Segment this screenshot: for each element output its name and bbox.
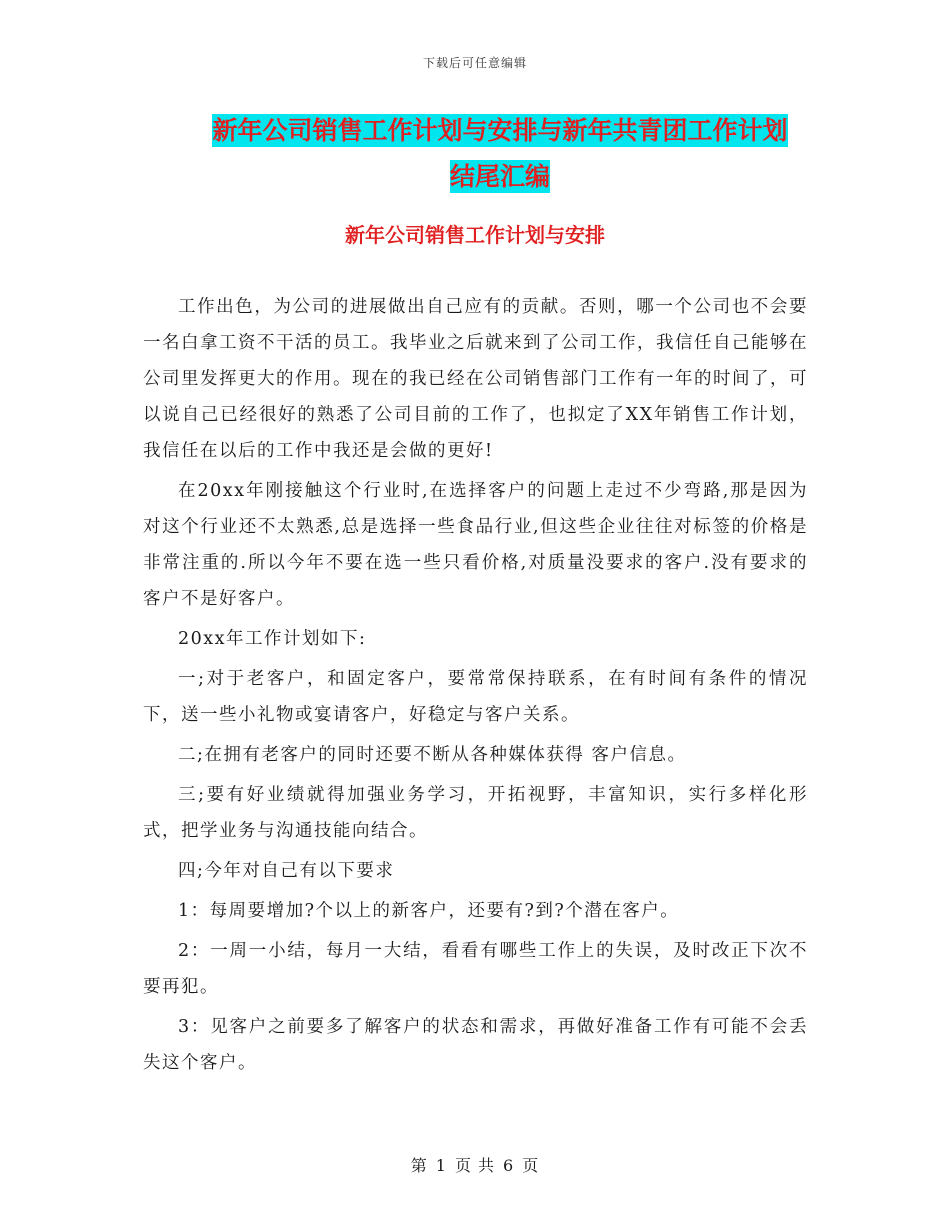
body-text: [143, 289, 808, 1085]
page-prefix: 第: [410, 1156, 428, 1175]
page-current: 1: [435, 1156, 447, 1175]
paragraph: 二;在拥有老客户的同时还要不断从各种媒体获得 客户信息。: [178, 745, 687, 765]
paragraph: 四;今年对自己有以下要求: [178, 861, 395, 881]
paragraph: 在20xx年刚接触这个行业时,在选择客户的问题上走过不少弯路,那是因为对这个行业还不太熟悉,总是选择一些食品行业,但这些企业往往对标签的价格是非常注重的.所以今年不要在选一些只看价格,对质量没要求的客户.没有要求的客户不是好客户。: [143, 481, 808, 609]
paragraph: 三;要有好业绩就得加强业务学习，开拓视野，丰富知识，实行多样化形式，把学业务与沟通技能向结合。: [143, 785, 808, 841]
paragraph: 2：一周一小结，每月一大结，看看有哪些工作上的失误，及时改正下次不要再犯。: [143, 941, 808, 997]
title-line-1: 新年公司销售工作计划与安排与新年共青团工作计划: [212, 116, 788, 145]
page-number: [0, 1153, 950, 1176]
page-suffix: 页: [522, 1156, 540, 1175]
section-title: 新年公司销售工作计划与安排: [345, 223, 605, 247]
title-line-2: 结尾汇编: [449, 162, 550, 191]
paragraph: 工作出色，为公司的进展做出自己应有的贡献。否则，哪一个公司也不会要一名白拿工资不干活的员工。我毕业之后就来到了公司工作，我信任自己能够在公司里发挥更大的作用。现在的我已经在公司销售部门工作有一年的时间了，可以说自己已经很好的熟悉了公司目前的工作了，也拟定了XX年销售工作计划，我信任在以后的工作中我还是会做的更好!: [143, 297, 808, 461]
paragraph: 3：见客户之前要多了解客户的状态和需求，再做好准备工作有可能不会丢失这个客户。: [143, 1017, 808, 1073]
document-title: [150, 108, 850, 200]
paragraph: 一;对于老客户，和固定客户，要常常保持联系，在有时间有条件的情况下，送一些小礼物或宴请客户，好稳定与客户关系。: [143, 669, 808, 725]
paragraph: 20xx年工作计划如下:: [178, 629, 367, 649]
page-middle: 页 共: [454, 1156, 496, 1175]
paragraph: 1：每周要增加?个以上的新客户，还要有?到?个潜在客户。: [178, 901, 680, 921]
page-total: 6: [503, 1156, 515, 1175]
header-note: 下载后可任意编辑: [422, 56, 527, 70]
